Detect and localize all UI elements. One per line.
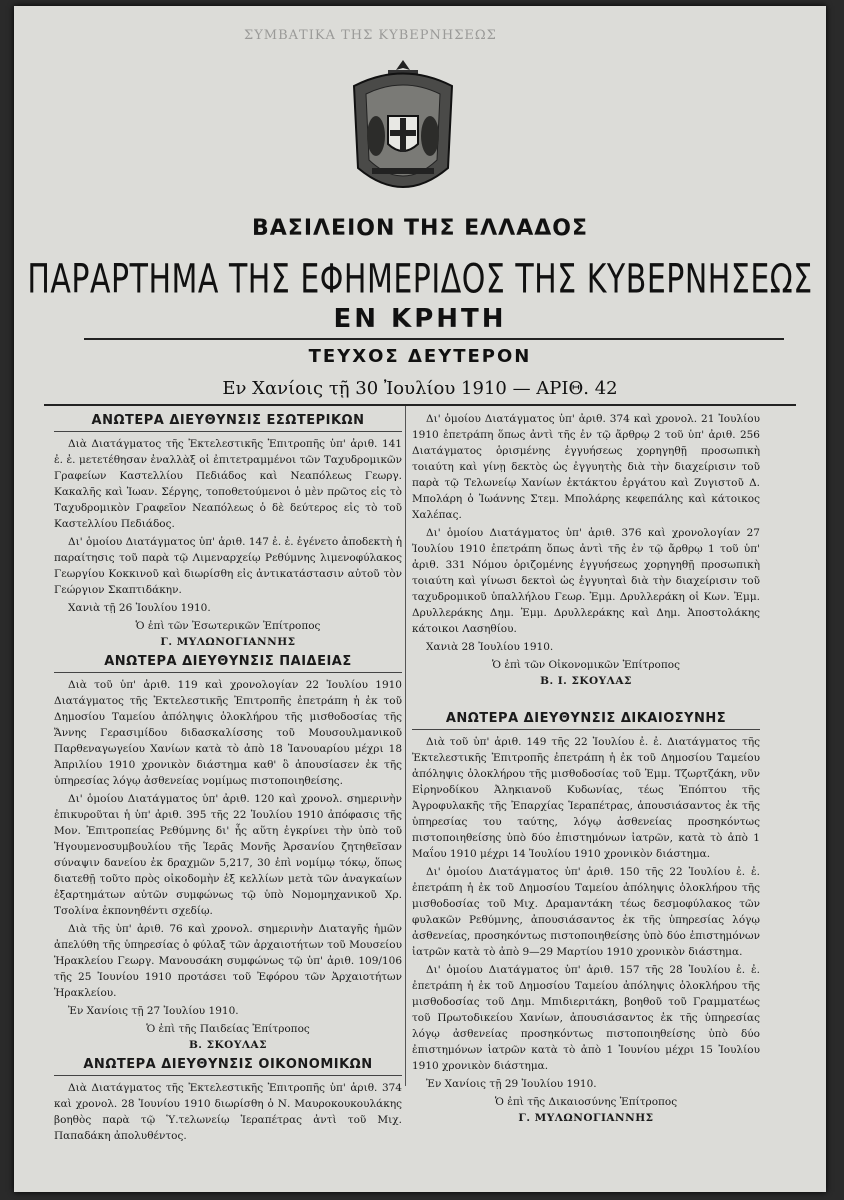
paragraph: Διὰ τοῦ ὑπ' ἀριθ. 149 τῆς 22 Ἰουλίου ἐ. ἐ. Διατάγματος τῆς Ἐκτελεστικῆς Ἐπιτροπῆς ἐπετράπη ἡ ἐκ τοῦ Δημοσίου Ταμείου ἀπόληψις ὁλοκλήρου τῆς μισθοδοσίας τοῦ Ἐμμ. Τζωρτζάκη, νῦν Εἰρηνοδίκου Ἀληκιανοῦ Κυδωνίας, τέως Ἐπόπτου τῆς Ἀγροφυλακῆς τῆς Ἐπαρχίας Ἱεραπέτρας, ἀπουσιάσαντος ἐκ τῆς ὑπηρεσίας του ταύτης, λόγῳ ἀσθενείας προσηκόντως πιστοποιηθείσης ὑπὸ δύο ἐπιστημόνων ἰατρῶν, κατὰ τὸ ἀπὸ 1 Μαΐου 1910 μέχρι 14 Ἰουλίου 1910 χρονικὸν διάστημα. — [412, 736, 760, 860]
left-column — [54, 411, 402, 1146]
paragraph: Δι' ὁμοίου Διατάγματος ὑπ' ἀριθ. 150 τῆς 22 Ἰουλίου ἐ. ἐ. ἐπετράπη ἡ ἐκ τοῦ Δημοσίου Ταμείου ἀπόληψις ὁλοκλήρου τῆς μισθοδοσίας τοῦ Μιχ. Δραμαντάκη τέως δεσμοφύλακος τῶν φυλακῶν Ρεθύμνης, ἀπουσιάσαντος ἐκ τῆς ὑπηρεσίας λόγῳ ἀσθενείας, προσηκόντως πιστοποιηθείσης ὑπὸ δύο ἐπιστημόνων ἰατρῶν κατὰ τὸ ἀπὸ 9—29 Μαρτίου 1910 χρονικὸν διάστημα. — [412, 866, 760, 958]
signature-name: Γ. ΜΥΛΩΝΟΓΙΑΝΝΗΣ — [518, 1112, 654, 1124]
right-column — [412, 411, 760, 1130]
section-heading-interior: ΑΝΩΤΕΡΑ ΔΙΕΥΘΥΝΣΙΣ ΕΣΩΤΕΡΙΚΩΝ — [54, 413, 402, 432]
signature-title: Ὁ ἐπὶ τῶν Ἐσωτερικῶν Ἐπίτροπος — [135, 620, 321, 632]
paragraph: Δι' ὁμοίου Διατάγματος ὑπ' ἀριθ. 376 καὶ χρονολογίαν 27 Ἰουλίου 1910 ἐπετράπη ὅπως ἀντὶ τῆς ἐν τῷ ἄρθρῳ 1 τοῦ ὑπ' ἀριθ. 331 Νόμου ὁριζομένης ἐγγυήσεως χορηγηθῇ προσωπικὴ τοιαύτη καὶ γίνωσι δεκτοὶ ὡς ἐγγυηταὶ διὰ τὴν διαχείρισιν τοῦ ταχυδρομικοῦ ὑπαλλήλου Γεωρ. Ἐμμ. Δρυλλεράκη οἱ Κων. Ἐμμ. Δρυλλεράκης Δημ. Ἐμμ. Δρυλλεράκης καὶ Δημ. Ἀποστολάκης κάτοικοι Λασηθίου. — [412, 527, 760, 635]
header-rule — [84, 338, 784, 340]
gazette-title: ΠΑΡΑΡΤΗΜΑ ΤΗΣ ΕΦΗΜΕΡΙΔΟΣ ΤΗΣ ΚΥΒΕΡΝΗΣΕΩΣ — [27, 256, 813, 304]
section-heading-finance: ΑΝΩΤΕΡΑ ΔΙΕΥΘΥΝΣΙΣ ΟΙΚΟΝΟΜΙΚΩΝ — [54, 1057, 402, 1076]
paragraph: Διὰ Διατάγματος τῆς Ἐκτελεστικῆς Ἐπιτροπῆς ὑπ' ἀριθ. 141 ἐ. ἐ. μετετέθησαν ἐναλλὰξ οἱ ἐπιτετραμμένοι τῶν Ταχυδρομικῶν Γραφείων Καστελλίου Πεδιάδος καὶ Νεαπόλεως Γεωργ. Κακαλῆς καὶ Ἰωαν. Σέργης, τοποθετούμενοι ὁ μὲν πρῶτος εἰς τὸ Ταχυδρομικὸν Γραφεῖον Νεαπόλεως ὁ δὲ δεύτερος εἰς τὸ τοῦ Καστελλίου Πεδιάδος. — [54, 438, 402, 530]
paragraph: Διὰ τοῦ ὑπ' ἀριθ. 119 καὶ χρονολογίαν 22 Ἰουλίου 1910 Διατάγματος τῆς Ἐκτελεστικῆς Ἐπιτροπῆς ἐπετράπη ἡ ἐκ τοῦ Δημοσίου Ταμείου ἀπόληψις ὁλοκλήρου τῆς μισθοδοσίας τῆς Ἄννης Γερασιμίδου διδασκαλίσσης τοῦ Μουσουλμανικοῦ Παρθεναγωγείου Χανίων κατὰ τὸ ἀπὸ 18 Ἰανουαρίου μέχρι 18 Ἀπριλίου 1910 χρονικὸν διάστημα καθ' ὃ ἀπουσίασεν ἐκ τῆς ὑπηρεσίας λόγῳ ἀσθενείας νομίμως πιστοποιηθείσης. — [54, 679, 402, 787]
paragraph: Διὰ Διατάγματος τῆς Ἐκτελεστικῆς Ἐπιτροπῆς ὑπ' ἀριθ. 374 καὶ χρονολ. 28 Ἰουνίου 1910 διωρίσθη ὁ Ν. Μαυροκουκουλάκης βοηθὸς παρὰ τῷ Ὑ.τελωνείῳ Ἱεραπέτρας ἀντὶ τοῦ Μιχ. Παπαδάκη ἀπολυθέντος. — [54, 1082, 402, 1142]
issue-dateline: Εν Χανίοις τῇ 30 Ἰουλίου 1910 — ΑΡΙΘ. 42 — [222, 378, 618, 399]
date-line: Ἐν Χανίοις τῇ 29 Ἰουλίου 1910. — [426, 1078, 597, 1090]
paragraph: Δι' ὁμοίου Διατάγματος ὑπ' ἀριθ. 120 καὶ χρονολ. σημερινὴν ἐπικυροῦται ἡ ὑπ' ἀριθ. 395 τῆς 22 Ἰουλίου 1910 ἀπόφασις τῆς Μον. Ἐπιτροπείας Ρεθύμνης δι' ἧς αὕτη ἐγκρίνει τὴν ὑπὸ τοῦ Ἡγουμενοσυμβουλίου τῆς Ἱερᾶς Μονῆς Ἀρσανίου ζητηθεῖσαν σύναψιν δανείου ἐκ δραχμῶν 5,217, 30 ἐπὶ νομίμῳ τόκῳ, ὅπως διατεθῇ τοῦτο πρὸς οἰκοδομὴν ἐξ κελλίων μετὰ τῶν ἀναγκαίων ἐξαρτημάτων αὐτῶν συμφώνως τῷ ὑπὸ Νομομηχανικοῦ Χρ. Τσολίνα ἐκπονηθέντι σχεδίῳ. — [54, 793, 402, 917]
date-line: Χανιὰ 28 Ἰουλίου 1910. — [426, 641, 554, 653]
signature-name: Β. Ι. ΣΚΟΥΛΑΣ — [540, 675, 632, 687]
signature-title: Ὁ ἐπὶ τῆς Παιδείας Ἐπίτροπος — [146, 1023, 310, 1035]
date-line: Ἐν Χανίοις τῇ 27 Ἰουλίου 1910. — [68, 1005, 239, 1017]
date-line: Χανιὰ τῇ 26 Ἰουλίου 1910. — [68, 602, 211, 614]
coat-of-arms-icon — [344, 56, 462, 206]
paragraph: Δι' ὁμοίου Διατάγματος ὑπ' ἀριθ. 147 ἐ. ἐ. ἐγένετο ἀποδεκτὴ ἡ παραίτησις τοῦ παρὰ τῷ Λιμεναρχείῳ Ρεθύμνης λιμενοφύλακος Γεωργίου Κοκκινοῦ καὶ διωρίσθη εἰς ἀντικατάστασιν αὐτοῦ τὸν Γεώργιον Σκαπτιδάκην. — [54, 536, 402, 596]
kingdom-title: ΒΑΣΙΛΕΙΟΝ ΤΗΣ ΕΛΛΑΔΟΣ — [252, 216, 588, 241]
section-heading-justice: ΑΝΩΤΕΡΑ ΔΙΕΥΘΥΝΣΙΣ ΔΙΚΑΙΟΣΥΝΗΣ — [412, 711, 760, 730]
dateline-rule — [44, 404, 796, 406]
issue-title: ΤΕΥΧΟΣ ΔΕΥΤΕΡΟΝ — [308, 346, 532, 367]
signature-name: Γ. ΜΥΛΩΝΟΓΙΑΝΝΗΣ — [160, 636, 296, 648]
paragraph: Δι' ὁμοίου Διατάγματος ὑπ' ἀριθ. 374 καὶ χρονολ. 21 Ἰουλίου 1910 ἐπετράπη ὅπως ἀντὶ τῆς ἐν τῷ ἄρθρῳ 2 τοῦ ὑπ' ἀριθ. 256 Διατάγματος ὁρισμένης ἐγγυήσεως χορηγηθῇ προσωπικὴ τοιαύτη καὶ γίνῃ δεκτὸς ὡς ἐγγυητὴς διὰ τὴν διαχείρισιν τοῦ παρὰ τῷ Τελωνείῳ Χανίων ἐκτάκτου ἐργάτου καὶ Ζυγιστοῦ Δ. Μπολάρη ὁ Ἰωάννης Στεμ. Μπολάρης κεφεπάλης καὶ κάτοικος Χαλέπας. — [412, 413, 760, 521]
paragraph: Διὰ τῆς ὑπ' ἀριθ. 76 καὶ χρονολ. σημερινὴν Διαταγῆς ἡμῶν ἀπελύθη τῆς ὑπηρεσίας ὁ φύλαξ τῶν ἀρχαιοτήτων τοῦ Μουσείου Ἡρακλείου Γεωργ. Μανουσάκη συμφώνως τῷ ὑπ' ἀριθ. 109/106 τῆς 25 Ἰουνίου 1910 προτάσει τοῦ Ἐφόρου τῶν Ἀρχαιοτήτων Ἡρακλείου. — [54, 923, 402, 999]
signature-title: Ὁ ἐπὶ τῶν Οἰκονομικῶν Ἐπίτροπος — [492, 659, 680, 671]
gazette-page — [14, 6, 826, 1192]
place-title: ΕΝ ΚΡΗΤΗ — [333, 304, 507, 334]
signature-title: Ὁ ἐπὶ τῆς Δικαιοσύνης Ἐπίτροπος — [494, 1096, 678, 1108]
bleed-through-text: ΣΥΜΒΑΤΙΚΑ ΤΗΣ ΚΥΒΕΡΝΗΣΕΩΣ — [244, 28, 497, 43]
paragraph: Δι' ὁμοίου Διατάγματος ὑπ' ἀριθ. 157 τῆς 28 Ἰουλίου ἐ. ἐ. ἐπετράπη ἡ ἐκ τοῦ Δημοσίου Ταμείου ἀπόληψις ὁλοκλήρου τῆς μισθοδοσίας τοῦ Δημ. Μπιδιεριτάκη, βοηθοῦ τοῦ Γραμματέως τοῦ Πρωτοδικείου Χανίων, ἀπουσιάσαντος ἐκ τῆς ὑπηρεσίας λόγῳ ἀσθενείας προσηκόντως πιστοποιηθείσης ὑπὸ δύο ἐπιστημόνων ἰατρῶν κατὰ τὸ ἀπὸ 1 Ἰουνίου μέχρι 15 Ἰουλίου 1910 χρονικὸν διάστημα. — [412, 964, 760, 1072]
column-divider — [405, 406, 406, 1086]
section-heading-education: ΑΝΩΤΕΡΑ ΔΙΕΥΘΥΝΣΙΣ ΠΑΙΔΕΙΑΣ — [54, 654, 402, 673]
signature-name: Β. ΣΚΟΥΛΑΣ — [188, 1039, 268, 1051]
